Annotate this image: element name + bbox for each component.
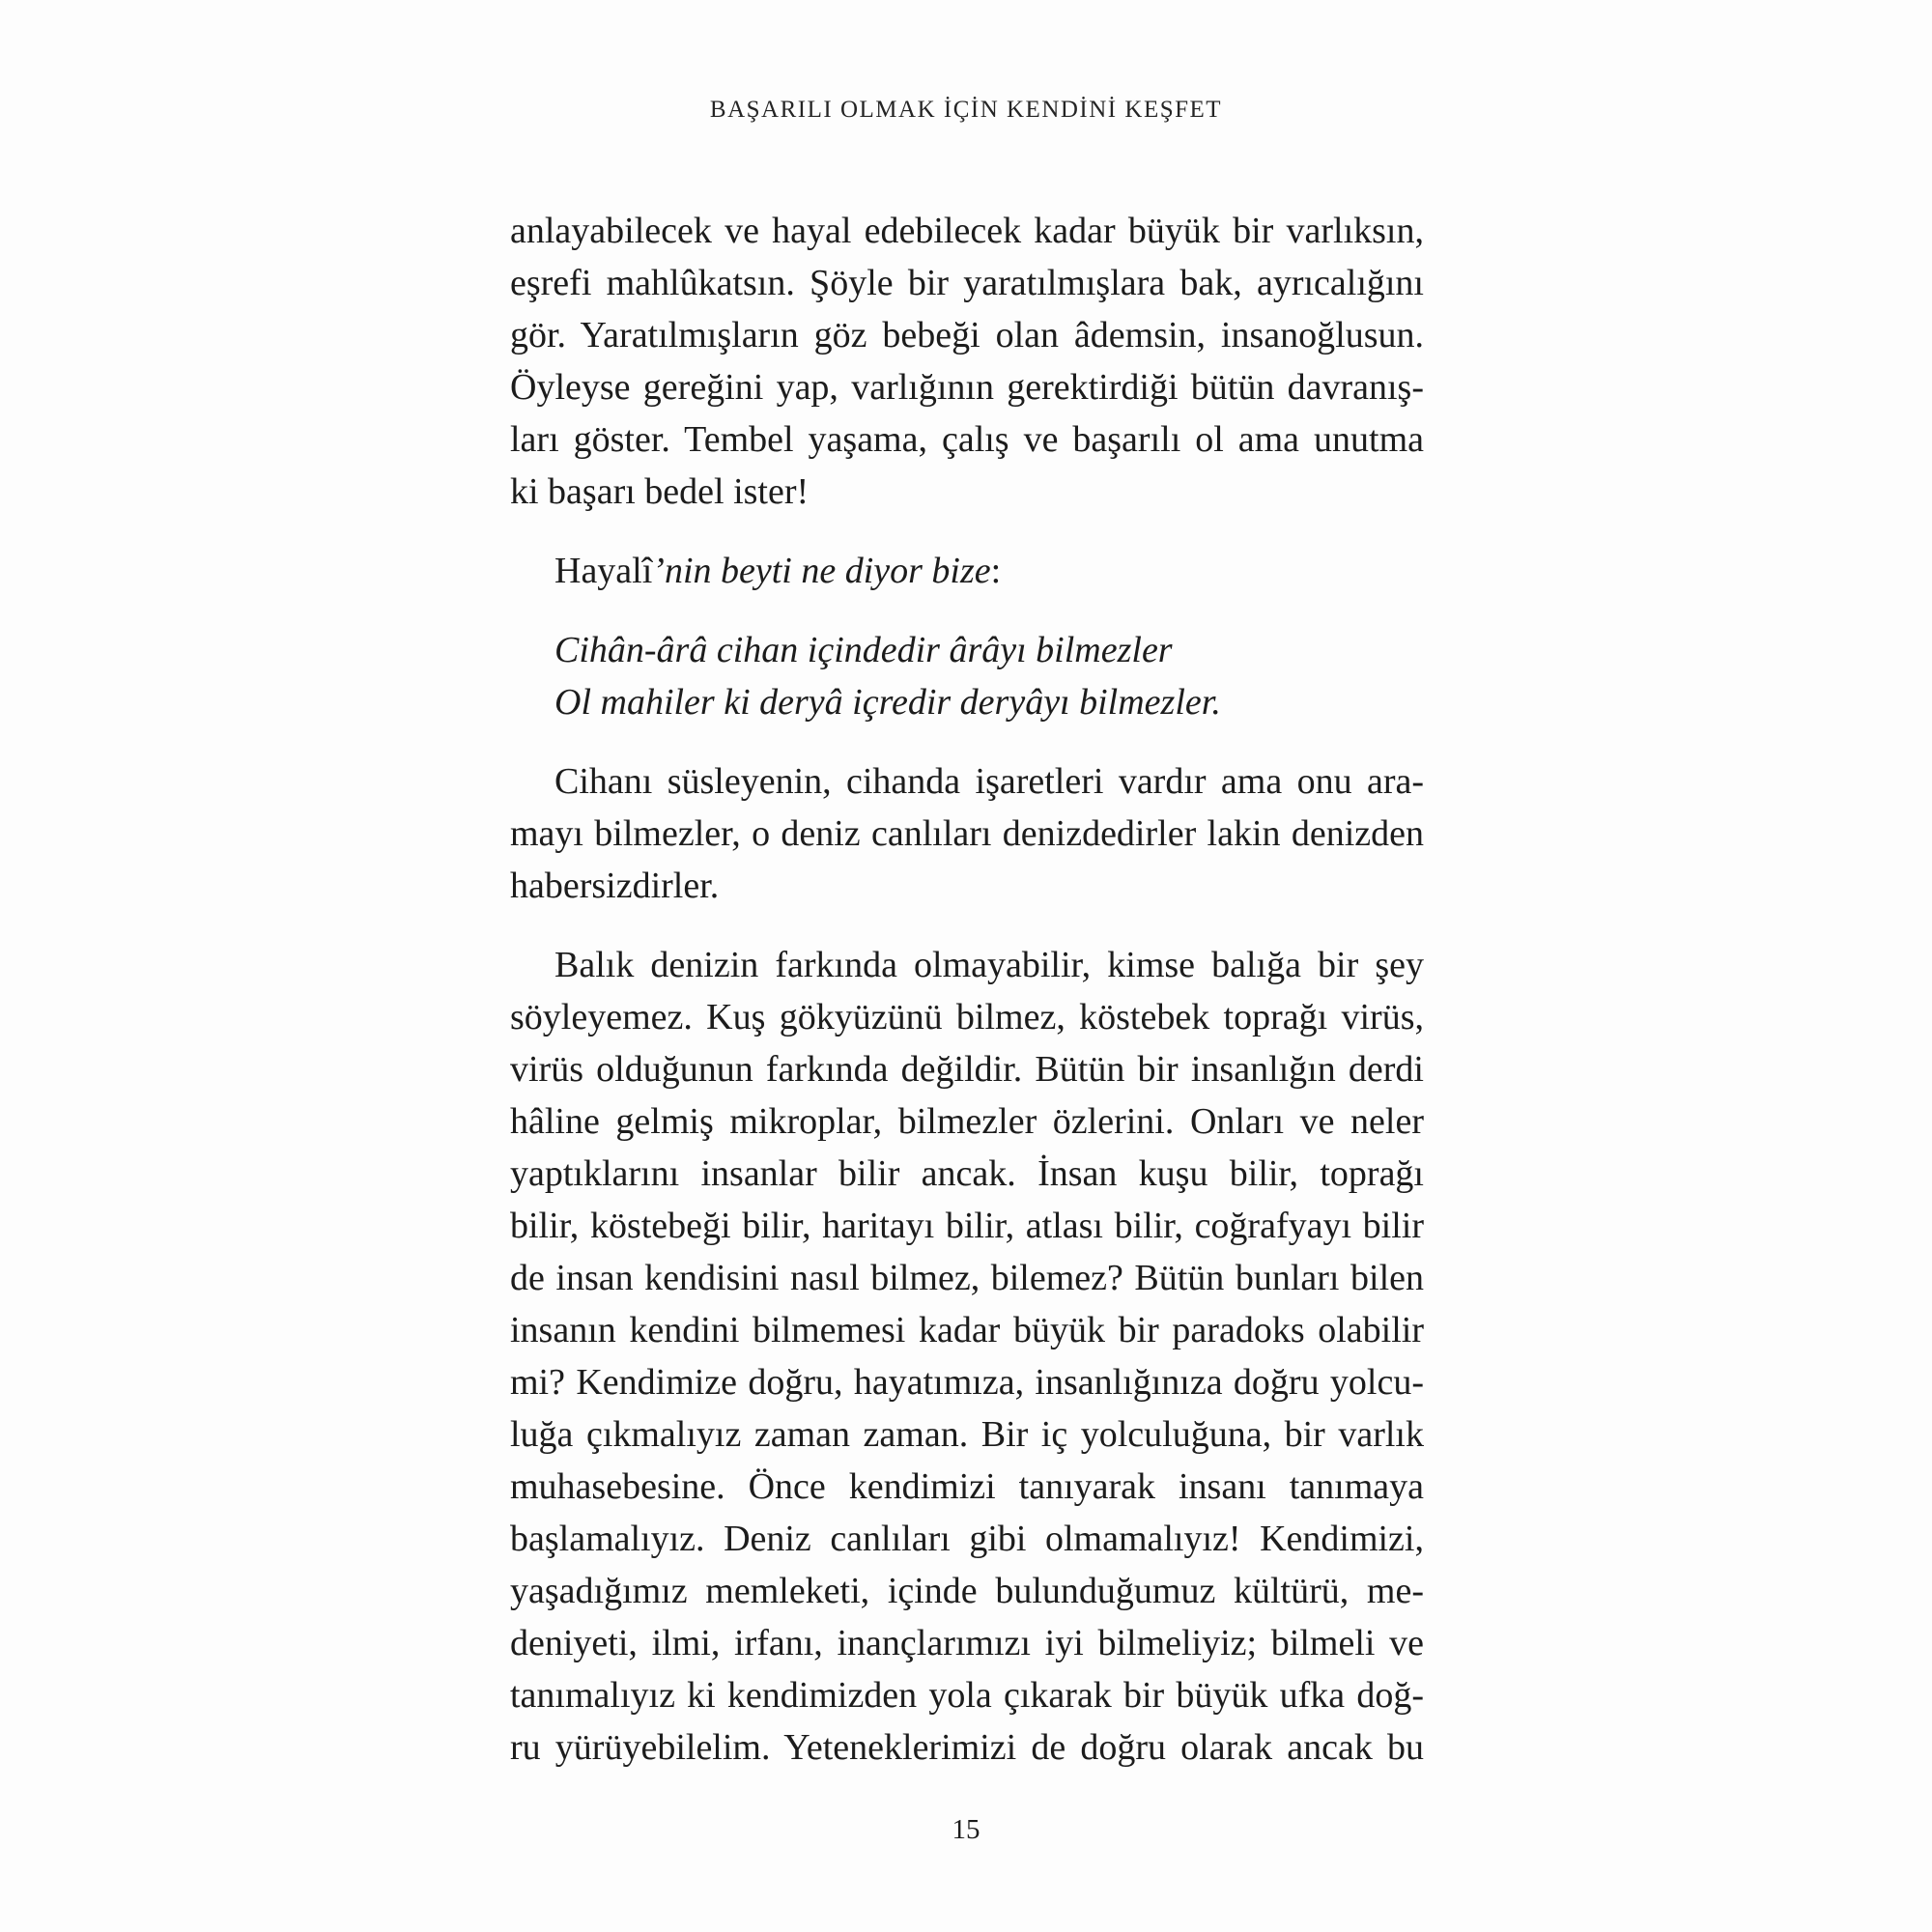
body-line: söyleyemez. Kuş gökyüzünü bilmez, köstebek toprağı virüs,: [510, 997, 1424, 1037]
body-line: insanın kendini bilmemesi kadar büyük bir paradoks olabilir: [510, 1310, 1424, 1350]
body-line: mayı bilmezler, o deniz canlıları denizdedirler lakin denizden: [510, 813, 1424, 854]
running-header: BAŞARILI OLMAK İÇİN KENDİNİ KEŞFET: [709, 97, 1223, 123]
body-line: virüs olduğunun farkında değildir. Bütün bir insanlığın derdi: [510, 1049, 1424, 1090]
paragraph: [510, 939, 1424, 1774]
lead-in-italic-text: ’nin beyti ne diyor bize: [652, 551, 991, 591]
paragraph: [510, 755, 1424, 912]
page-number: 15: [952, 1814, 980, 1845]
verse-line: Cihân-ârâ cihan içindedir ârâyı bilmezler: [554, 630, 1173, 670]
body-line: eşrefi mahlûkatsın. Şöyle bir yaratılmışlara bak, ayrıcalığını: [510, 263, 1424, 303]
body-line: yaptıklarını insanlar bilir ancak. İnsan kuşu bilir, toprağı: [510, 1153, 1424, 1194]
body-line: tanımalıyız ki kendimizden yola çıkarak bir büyük ufka doğ-: [510, 1675, 1424, 1716]
body-line: ları göster. Tembel yaşama, çalış ve başarılı ol ama unutma: [510, 419, 1424, 460]
verse-line: Ol mahiler ki deryâ içredir deryâyı bilmezler.: [554, 682, 1221, 723]
lead-in-colon: :: [990, 551, 1002, 591]
body-line: Öyleyse gereğini yap, varlığının gerektirdiği bütün davranış-: [510, 367, 1424, 408]
text-block: [510, 205, 1424, 1774]
body-line: habersizdirler.: [510, 866, 720, 906]
body-line: anlayabilecek ve hayal edebilecek kadar büyük bir varlıksın,: [510, 211, 1424, 251]
couplet-lead-in: [554, 545, 1424, 597]
poet-name: Hayalî: [554, 551, 653, 591]
body-line: de insan kendisini nasıl bilmez, bilemez? Bütün bunları bilen: [510, 1258, 1424, 1298]
body-line: Cihanı süsleyenin, cihanda işaretleri vardır ama onu ara-: [554, 761, 1424, 802]
body-line: gör. Yaratılmışların göz bebeği olan âdemsin, insanoğlusun.: [510, 315, 1424, 355]
couplet: [554, 624, 1424, 728]
body-line: bilir, köstebeği bilir, haritayı bilir, atlası bilir, coğrafyayı bilir: [510, 1206, 1424, 1246]
body-line: deniyeti, ilmi, irfanı, inançlarımızı iyi bilmeliyiz; bilmeli ve: [510, 1623, 1424, 1663]
body-line: yaşadığımız memleketi, içinde bulunduğumuz kültürü, me-: [510, 1571, 1424, 1611]
body-line: mi? Kendimize doğru, hayatımıza, insanlığınıza doğru yolcu-: [510, 1362, 1424, 1403]
paragraph-continuation: [510, 205, 1424, 518]
body-line: hâline gelmiş mikroplar, bilmezler özlerini. Onları ve neler: [510, 1101, 1424, 1142]
body-line: başlamalıyız. Deniz canlıları gibi olmamalıyız! Kendimizi,: [510, 1519, 1424, 1559]
body-line: ru yürüyebilelim. Yeteneklerimizi de doğru olarak ancak bu: [510, 1727, 1424, 1768]
body-line: Balık denizin farkında olmayabilir, kimse balığa bir şey: [554, 945, 1424, 985]
body-line: luğa çıkmalıyız zaman zaman. Bir iç yolculuğuna, bir varlık: [510, 1414, 1424, 1455]
body-line: muhasebesine. Önce kendimizi tanıyarak insanı tanımaya: [510, 1466, 1424, 1507]
body-line: ki başarı bedel ister!: [510, 471, 810, 512]
